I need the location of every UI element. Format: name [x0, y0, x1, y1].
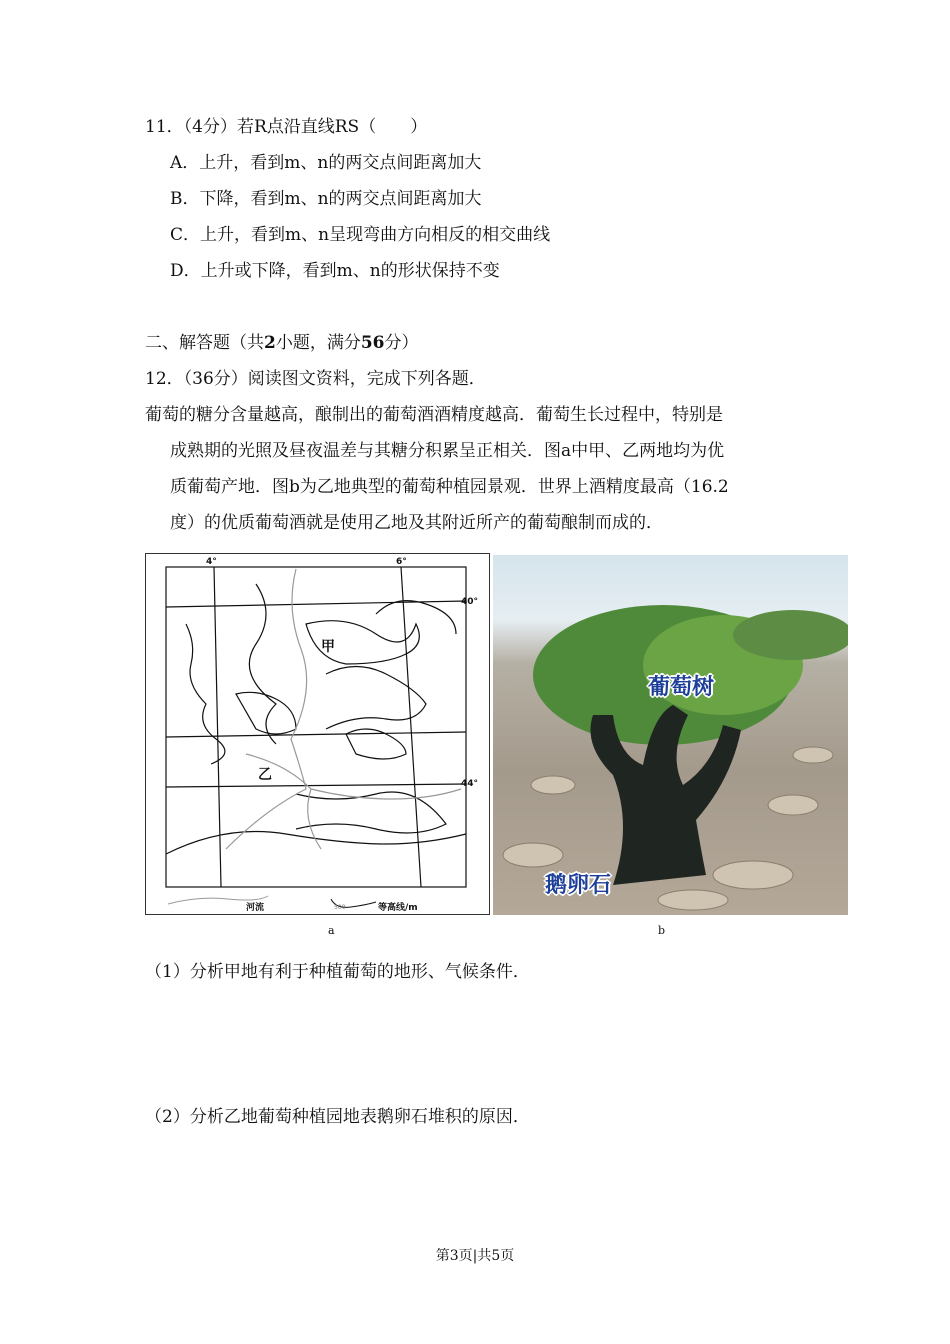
lat-label: 40° [461, 597, 479, 607]
lat-label: 44° [461, 779, 479, 789]
option-c: C．上升，看到m、n呈现弯曲方向相反的相交曲线 [170, 225, 551, 245]
question-count: 2 [264, 333, 276, 353]
sub-question-2: （2）分析乙地葡萄种植园地表鹅卵石堆积的原因． [145, 1107, 530, 1127]
option-a: A．上升，看到m、n的两交点间距离加大 [170, 153, 482, 173]
lon-label: 6° [396, 557, 407, 567]
section-suffix: 分） [384, 333, 419, 353]
question-12-stem: 12．（36分）阅读图文资料，完成下列各题． [145, 369, 486, 389]
passage-line: 质葡萄产地．图b为乙地典型的葡萄种植园景观．世界上酒精度最高（16.2 [170, 477, 729, 497]
section-prefix: 二、解答题（共 [145, 333, 264, 353]
passage-line: 度）的优质葡萄酒就是使用乙地及其附近所产的葡萄酿制而成的． [170, 513, 663, 533]
option-d: D．上升或下降，看到m、n的形状保持不变 [170, 261, 500, 281]
total-score: 56 [360, 333, 385, 353]
legend-river: 河流 [246, 903, 265, 913]
legend-contour-value: 500 [334, 904, 346, 911]
section-heading [145, 333, 419, 353]
place-jia: 甲 [321, 639, 335, 655]
figure-b-caption: b [658, 924, 666, 937]
question-11-stem: 11．（4分）若R点沿直线RS（ ） [145, 117, 428, 137]
figure-a-topographic-map [145, 553, 490, 915]
lon-label: 4° [206, 557, 217, 567]
place-yi: 乙 [258, 767, 272, 783]
passage-line: 葡萄的糖分含量越高，酿制出的葡萄酒酒精度越高．葡萄生长过程中，特别是 [145, 405, 723, 425]
legend-contour: 等高线/m [378, 903, 418, 913]
page-footer: 第3页|共5页 [435, 1248, 515, 1264]
option-b: B．下降，看到m、n的两交点间距离加大 [170, 189, 482, 209]
label-pebbles: 鹅卵石 [545, 873, 612, 898]
passage-line: 成熟期的光照及昼夜温差与其糖分积累呈正相关．图a中甲、乙两地均为优 [170, 441, 725, 461]
label-grapevine: 葡萄树 [648, 675, 715, 700]
section-middle: 小题，满分 [275, 333, 361, 353]
figure-b-vineyard-photo [493, 555, 848, 915]
figure-a-caption: a [328, 924, 335, 937]
sub-question-1: （1）分析甲地有利于种植葡萄的地形、气候条件． [145, 962, 530, 982]
